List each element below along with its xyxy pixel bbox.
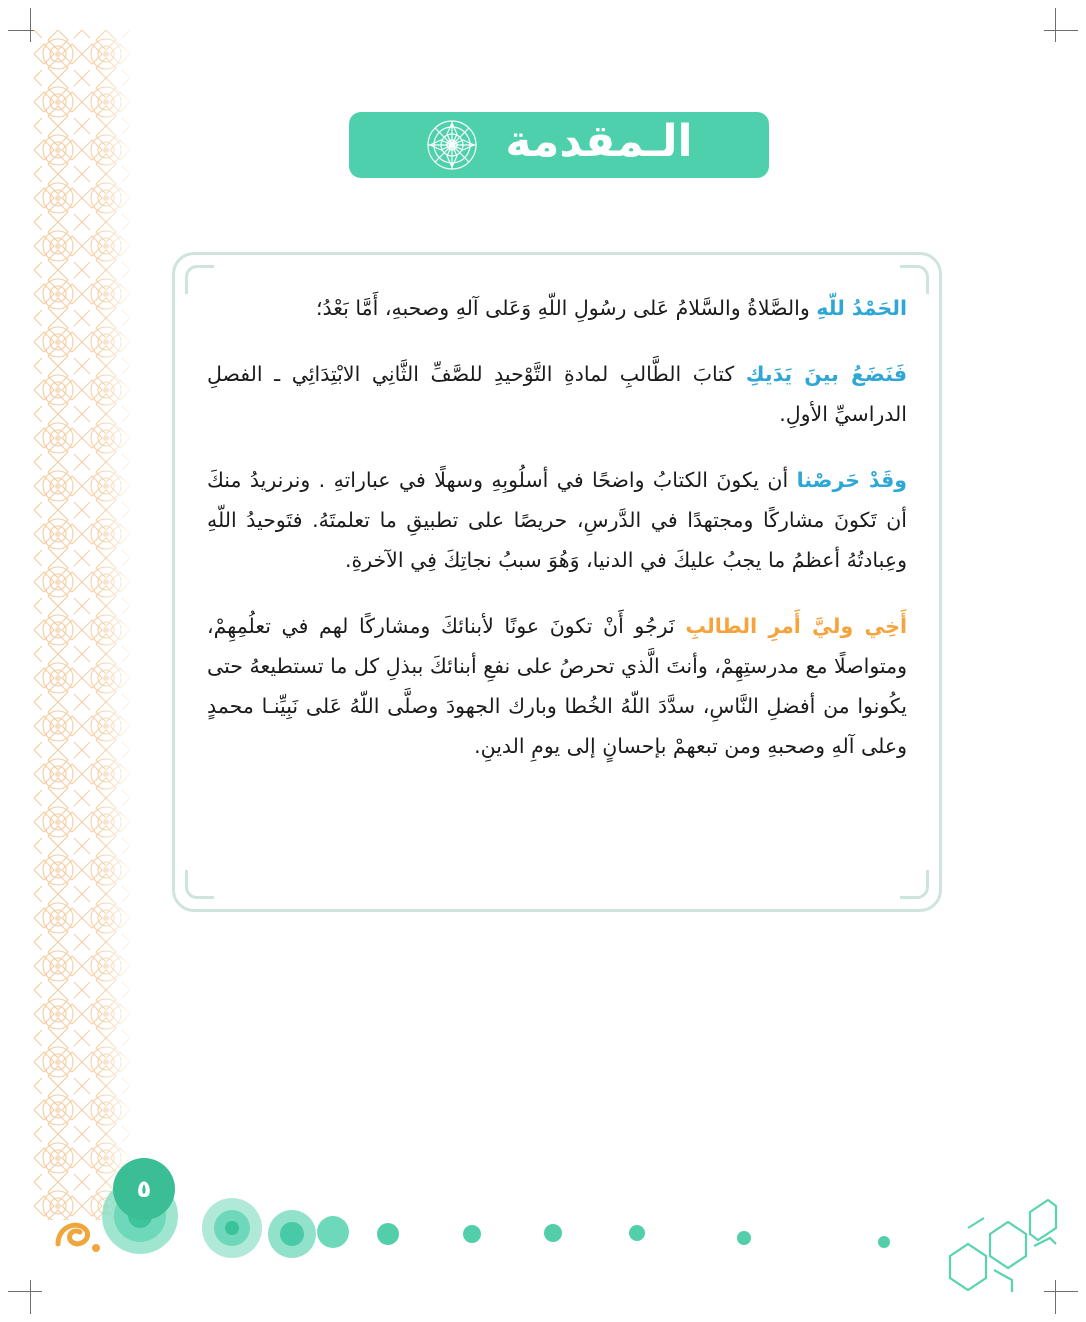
paragraph-2-lead: فَنَضَعُ بينَ يَدَيكِ — [745, 361, 907, 386]
geometric-corner-motif-icon — [938, 1184, 1058, 1294]
paragraph-2 — [207, 355, 907, 435]
page-title: الـمقدمة — [505, 116, 693, 167]
crop-mark-top-left-vertical — [30, 8, 31, 42]
paragraph-1-text: والصَّلاةُ والسَّلامُ عَلى رسُولِ اللّهِ وَعَلى آلهِ وصحبهِ، أَمَّا بَعْدُ؛ — [316, 296, 817, 320]
paragraph-4-lead: أَخِي وليَّ أَمرِ الطالبِ — [685, 613, 907, 638]
rosette-ornament-icon — [425, 118, 479, 172]
ain-logo-icon — [52, 1208, 110, 1266]
crop-mark-top-right-horizontal — [1044, 30, 1078, 31]
page-number: ٥ — [136, 1175, 152, 1203]
introduction-text-frame — [172, 252, 942, 912]
crop-mark-top-right-vertical — [1055, 8, 1056, 42]
paragraph-2-text: كتابَ الطَّالبِ لمادةِ التَّوْحيدِ للصَّفِّ الثَّانِي الابْتِدَائِي ـ الفصلِ الدراسيِّ الأولِ. — [207, 361, 907, 426]
paragraph-4 — [207, 607, 907, 767]
page-number-badge — [113, 1158, 175, 1220]
left-ornamental-border — [34, 30, 130, 1220]
paragraph-3-lead: وقَدْ حَرصْنا — [796, 467, 907, 492]
introduction-body — [207, 289, 907, 879]
paragraph-1-lead: الحَمْدُ للّهِ — [816, 296, 907, 320]
page-footer — [0, 1112, 1086, 1322]
paragraph-1 — [207, 289, 907, 329]
paragraph-4-text: نَرجُو أَنْ تكونَ عونًا لأبنائكَ ومشاركًا لهم في تعلُمِهِمْ، ومتواصلًا مع مدرستِهِمْ، وأنتَ الَّذي تحرصُ على نفعِ أبنائكَ ببذلِ كل ما تستطيعهُ حتى يكُونوا من أفضلِ النَّاسِ، سدَّدَ اللّهُ الخُطا وبارك الجهودَ وصلَّى اللّهُ عَلى نَبِيِّنـا محمدٍ وعلى آلهِ وصحبهِ ومن تبعهمْ بإحسانٍ إلى يومِ الدينِ. — [207, 613, 907, 758]
paragraph-3-text: أن يكونَ الكتابُ واضحًا في أسلُوبِهِ وسهلًا في عباراتهِ . ونرنريدُ منكَ أن تَكونَ مشاركًا ومجتهدًا في الدَّرسِ، حريصًا على تطبيقِ ما تعلمتَهُ. فتَوحيدُ اللّهِ وعِبادتُهُ أعظمُ ما يجبُ عليكَ في الدنيا، وَهُوَ سببُ نجاتِكَ فِي الآخرةِ. — [207, 467, 907, 572]
page-title-banner — [349, 112, 769, 178]
paragraph-3 — [207, 461, 907, 581]
arabesque-pattern-icon — [34, 30, 130, 1220]
